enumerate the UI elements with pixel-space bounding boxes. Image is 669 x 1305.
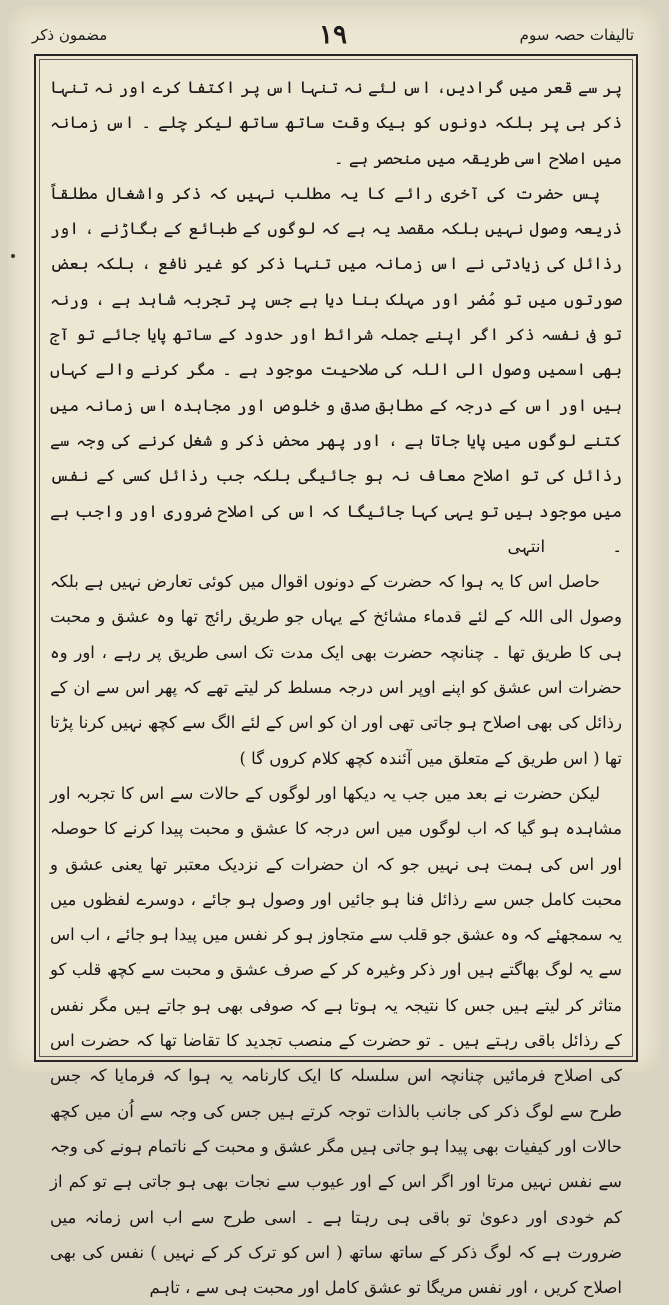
text-frame <box>34 54 638 1298</box>
paragraph-3: حاصل اس کا یہ ہوا کہ حضرت کے دونوں اقوال میں کوئی تعارض نہیں ہے بلکہ وصول الی اللہ کے لئے قدماء مشائخ کے یہاں جو طریق رائج تھا وہ عشق و محبت ہی کا طریق تھا ۔ چنانچہ حضرت بھی ایک مدت تک اسی طریق پر رہے ، اور وہ حضرات اس عشق کو اپنے اوپر اس درجہ مسلط کر لیتے تھے کہ پھر اس سے ان کے رذائل کی بھی اصلاح ہو جاتی تھی اور ان کو اس کے لئے الگ سے کچھ نہیں کرنا پڑتا تھا ( اس طریق کے متعلق میں آئندہ کچھ کلام کروں گا ) <box>50 572 622 768</box>
paragraph-1: پر سے قعر میں گرادیں، اس لئے نہ تنہا اس پر اکتفا کرے اور نہ تنہا ذکر ہی پر بلکہ دونوں کو بیک وقت ساتھ ساتھ لیکر چلے ۔ اس زمانہ میں اصلاح اسی طریقہ میں منحصر ہے ۔ <box>50 78 622 168</box>
book-page <box>8 6 660 1298</box>
quote-end: انتہی <box>507 536 546 556</box>
body-text <box>50 70 622 1298</box>
section-title: مضمون ذکر <box>32 26 108 44</box>
paragraph-4: لیکن حضرت نے بعد میں جب یہ دیکھا اور لوگوں کے حالات سے اس کا تجربہ اور مشاہدہ ہو گیا کہ اب لوگوں میں اس درجہ کا عشق و محبت پیدا کرنے کا حوصلہ اور اس کی ہمت ہی نہیں جو کہ ان حضرات کے نزدیک معتبر تھا یعنی عشق و محبت کامل جس سے رذائل فنا ہو جائیں اور وصول ہو جائے ، دوسرے لفظوں میں یہ سمجھئے کہ وہ عشق جو قلب سے متجاوز ہو کر نفس میں پیدا ہو جائے ، اب اس سے یہ لوگ بھاگتے ہیں اور ذکر وغیرہ کر کے صرف عشق و محبت سے کچھ قلب کو متاثر کر لیتے ہیں جس کا نتیجہ یہ ہوتا ہے کہ صوفی بھی ہو جاتے ہیں مگر نفس کے رذائل باقی رہتے ہیں ۔ تو حضرت کے منصب تجدید کا تقاضا تھا کہ حضرت اس کی اصلاح فرمائیں چنانچہ اس سلسلہ کا ایک کارنامہ یہ ہوا کہ فرمایا کہ جس طرح سے لوگ ذکر کی جانب بالذات توجہ کرتے ہیں جس کی وجہ سے اُن میں کچھ حالات اور کیفیات بھی پیدا ہو جاتی ہیں مگر عشق و محبت کے ناتمام ہونے کی وجہ سے نفس نہیں مرتا اور اگر اس کے اور عیوب سے نجات بھی ہو جاتی ہے تو کم از کم خودی اور دعویٰ تو باقی ہی رہتا ہے ۔ اسی طرح سے اب اس زمانہ میں ضرورت ہے کہ لوگ ذکر کے ساتھ ساتھ ( اس کو ترک کر کے نہیں ) نفس کی بھی اصلاح کریں ، اور نفس مریگا تو عشق کامل اور محبت ہی سے ، تاہم <box>50 783 622 1298</box>
book-title: تالیفات حصہ سوم <box>519 26 634 44</box>
margin-dot <box>11 254 15 258</box>
page-header <box>32 20 634 54</box>
paragraph-2: پس حضرت کی آخری رائے کا یہ مطلب نہیں کہ ذکر واشغال مطلقاً ذریعہ وصول نہیں بلکہ مقصد یہ ہے کہ لوگوں کے طبائع کے بگاڑنے ، اور رذائل کی زیادتی نے اس زمانہ میں تنہا ذکر کو غیر نافع ، بلکہ بعض صورتوں میں تو مُضر اور مہلک بنا دیا ہے جس پر تجربہ شاہد ہے ، ورنہ تو فی نفسہ ذکر اگر اپنے جملہ شرائط اور حدود کے ساتھ پایا جائے تو آج بھی اسمیں وصول الی اللہ کی صلاحیت موجود ہے ۔ مگر کرنے والے کہاں ہیں اور اس کے درجہ کے مطابق صدق و خلوص اور مجاہدہ اس زمانہ میں کتنے لوگوں میں پایا جاتا ہے ، اور پھر محض ذکر و شغل کرنے کی وجہ سے رذائل کی تو اصلاح معاف نہ ہو جائیگی بلکہ جب رذائل کسی کے نفس میں موجود ہیں تو یہی کہا جائیگا کہ اس کی اصلاح ضروری اور واجب ہے ۔ <box>50 183 622 556</box>
page-number: ۱۹ <box>319 20 347 50</box>
